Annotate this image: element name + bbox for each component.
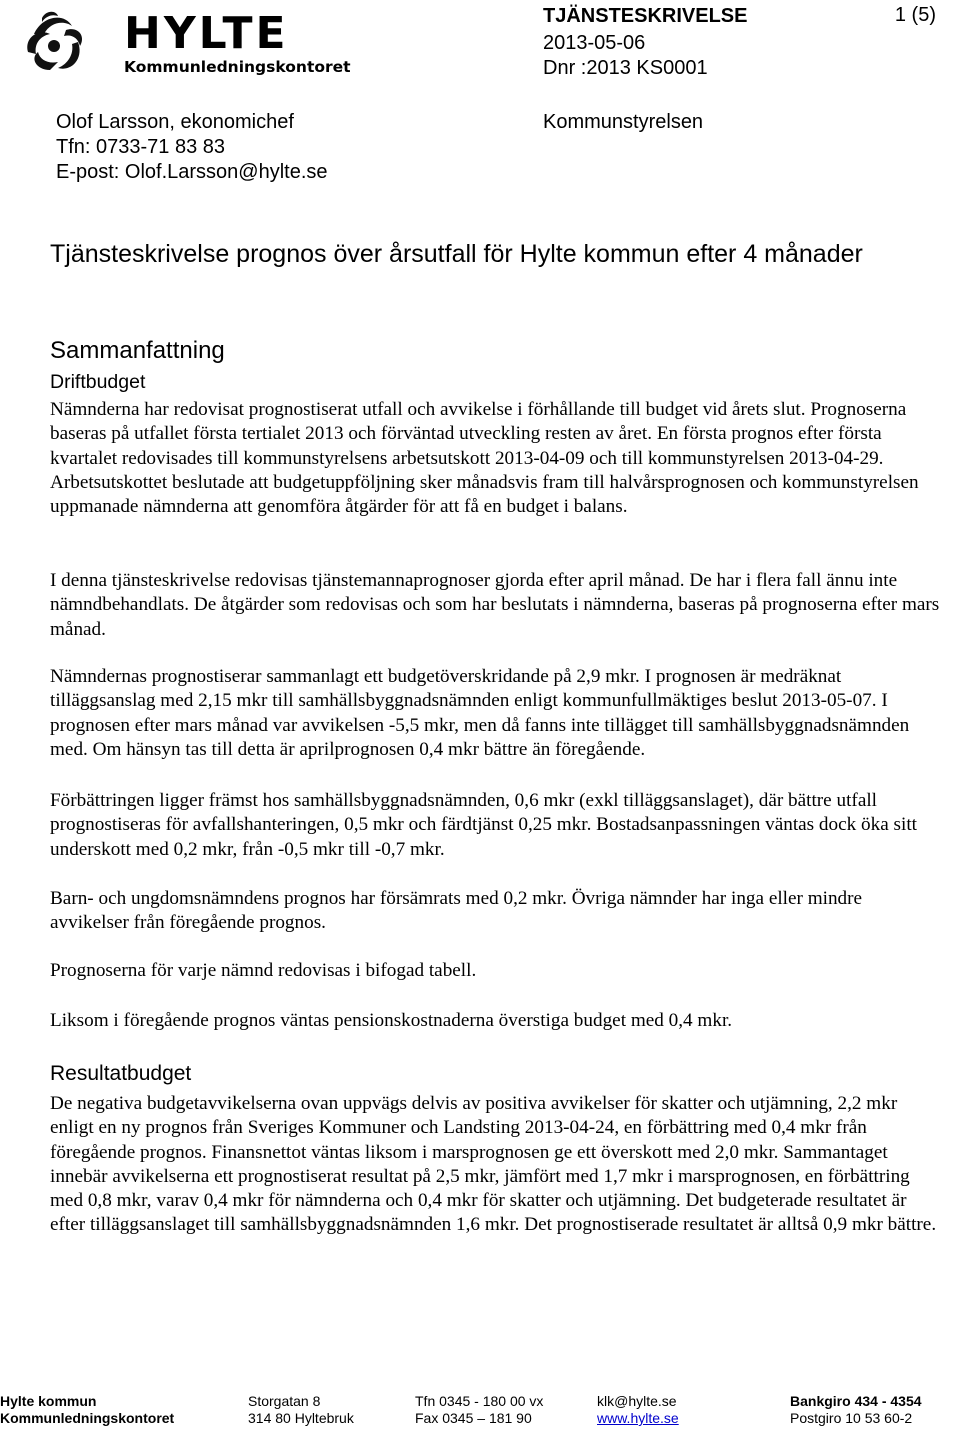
footer-postgiro: Postgiro 10 53 60-2 [790,1410,913,1426]
author-name: Olof Larsson, ekonomichef [56,111,294,133]
paragraph: Liksom i föregående prognos väntas pensionskostnaderna överstiga budget med 0,4 mkr. [50,1010,733,1031]
paragraph: Prognoserna för varje nämnd redovisas i bifogad tabell. [50,960,477,981]
footer-contact [597,1393,679,1427]
footer-bankgiro: Bankgiro 434 - 4354 [790,1393,922,1409]
footer-org-name: Hylte kommun [0,1393,97,1409]
paragraph: Nämndernas prognostiserar sammanlagt ett budgetöverskridande på 2,9 mkr. I prognosen är medräknat tilläggsanslag med 2,15 mkr till samhällsbyggnadsnämnden enligt kommunfullmäktiges beslut 2013-05-07. I prognosen efter mars månad var avvikelsen -5,5 mkr, men då fanns inte tillägget till samhällsbyggnadsnämnden med. Om hänsyn tas till detta är aprilprognosen 0,4 mkr bättre än föregående. [50,666,910,760]
footer-phone-fax [415,1393,543,1427]
paragraph: I denna tjänsteskrivelse redovisas tjänstemannaprognoser gjorda efter april månad. De har i flera fall ännu inte nämndbehandlats. De åtgärder som redovisas och som har beslutats i nämnderna, baseras på prognoserna efter mars månad. [50,570,940,640]
logo-wordmark: HYLTE [124,8,289,59]
footer-postal: 314 80 Hyltebruk [248,1410,354,1426]
doc-dnr: Dnr :2013 KS0001 [543,57,708,79]
author-email: E-post: Olof.Larsson@hylte.se [56,161,328,183]
footer-dept: Kommunledningskontoret [0,1410,175,1426]
doc-type: TJÄNSTESKRIVELSE [543,5,748,27]
paragraph-resultat: De negativa budgetavvikelserna ovan uppvägs delvis av positiva avvikelser för skatter och utjämning, 2,2 mkr enligt en ny prognos från Sveriges Kommuner och Landsting 2013-04-24, en förbättring med 0,4 mkr från föregående prognos. Finansnettot väntas liksom i marsprognosen ge ett överskott med 2,0 mkr. Sammantaget innebär avvikelserna ett prognostiserat resultat på 2,5 mkr, jämfört med 1,7 mkr i marsprognosen, en förbättring med 0,8 mkr, varav 0,4 mkr för nämnderna och 0,4 mkr för skatter och utjämning. Det budgeterade resultatet är efter tilläggsanslaget till samhällsbyggnadsnämnden 1,6 mkr. Det prognostiserade resultatet är alltså 0,9 mkr bättre. [50,1093,937,1236]
footer-street: Storgatan 8 [248,1393,321,1409]
doc-date: 2013-05-06 [543,32,646,54]
recipient: Kommunstyrelsen [543,111,704,133]
page-number: 1 (5) [894,4,936,26]
heading-resultatbudget: Resultatbudget [50,1062,192,1085]
footer-phone: Tfn 0345 - 180 00 vx [415,1393,544,1409]
footer-address [248,1393,354,1427]
logo-subtitle: Kommunledningskontoret [124,58,351,76]
paragraph: Nämnderna har redovisat prognostiserat utfall och avvikelse i förhållande till budget vid årets slut. Prognoserna baseras på utfallet första tertialet 2013 och förväntad utveckling resten av året. En första prognos efter första kvartalet redovisades till kommunstyrelsens arbetsutskott 2013-04-09 och till kommunstyrelsen 2013-04-29. Arbetsutskottet beslutade att budgetuppföljning sker månadsvis fram till halvårsprognosen och kommunstyrelsen uppmanade nämnderna att genomföra åtgärder för att få en budget i balans. [50,399,919,518]
paragraph: Förbättringen ligger främst hos samhällsbyggnadsnämnden, 0,6 mkr (exkl tilläggsanslaget), där bättre utfall prognostiseras för avfallshanteringen, 0,5 mkr och färdtjänst 0,25 mkr. Bostadsanpassningen väntas dock öka sitt underskott med 0,2 mkr, från -0,5 mkr till -0,7 mkr. [50,790,917,860]
footer-org [0,1393,174,1427]
footer-web-link[interactable]: www.hylte.se [597,1410,679,1426]
document-title: Tjänsteskrivelse prognos över årsutfall för Hylte kommun efter 4 månader [50,240,863,268]
footer-email[interactable]: klk@hylte.se [597,1393,677,1409]
footer-fax: Fax 0345 – 181 90 [415,1410,532,1426]
footer-giro [790,1393,922,1427]
author-phone: Tfn: 0733-71 83 83 [56,136,226,158]
subheading-driftbudget: Driftbudget [50,371,146,393]
paragraph: Barn- och ungdomsnämndens prognos har försämrats med 0,2 mkr. Övriga nämnder har inga eller mindre avvikelser från föregående prognos. [50,888,863,934]
heading-sammanfattning: Sammanfattning [50,337,225,364]
hylte-logo [20,8,351,80]
